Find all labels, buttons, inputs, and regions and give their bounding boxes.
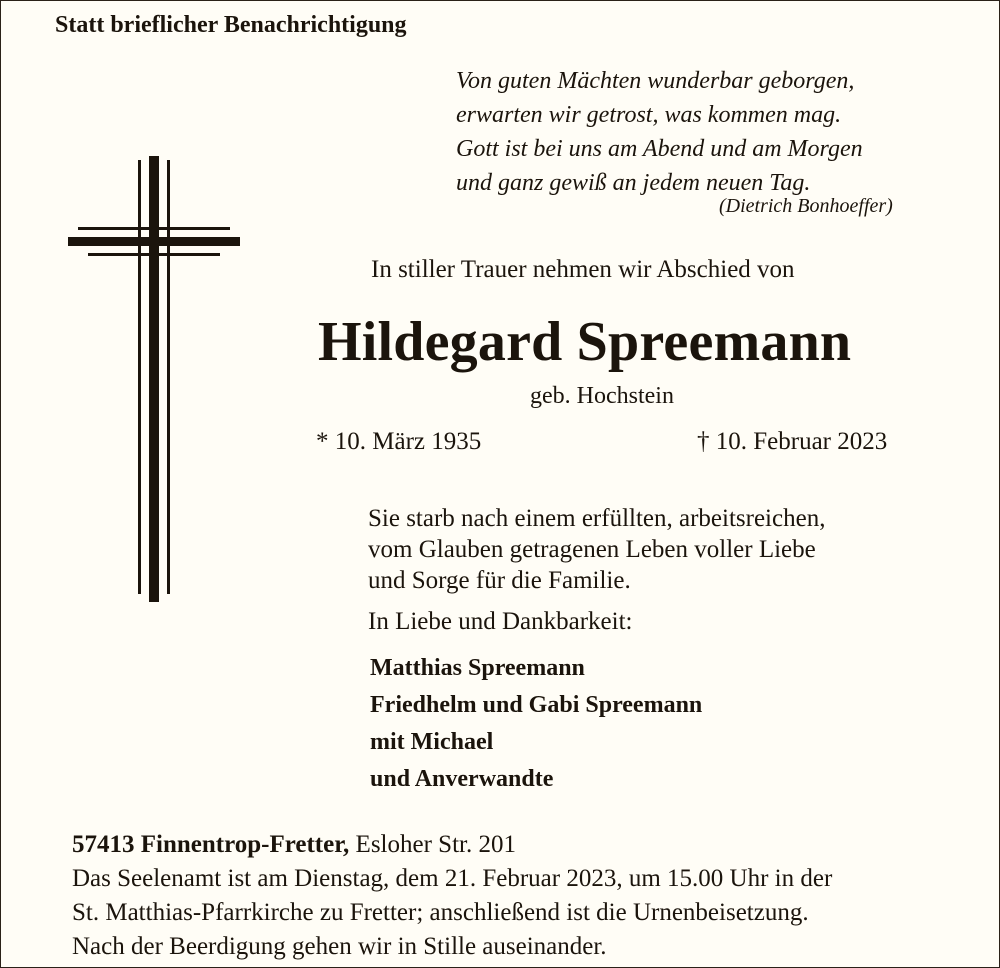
bio-line: vom Glauben getragenen Leben voller Liebe: [368, 536, 816, 563]
mourners-list: [370, 650, 702, 798]
mourner-name: Friedhelm und Gabi Spreemann: [370, 692, 703, 718]
funeral-details: [72, 828, 832, 964]
thanks-text: In Liebe und Dankbarkeit:: [368, 608, 633, 635]
poem: [456, 64, 893, 217]
address-street: Esloher Str. 201: [355, 831, 516, 858]
address-place: 57413 Finnentrop-Fretter,: [72, 831, 350, 858]
maiden-name: geb. Hochstein: [530, 383, 674, 409]
death-date: † 10. Februar 2023: [697, 428, 888, 455]
details-line: Nach der Beerdigung gehen wir in Stille auseinander.: [72, 933, 607, 960]
address-line: [72, 828, 832, 862]
mourner-name: mit Michael: [370, 729, 494, 755]
deceased-name: Hildegard Spreemann: [318, 311, 852, 373]
poem-line: Von guten Mächten wunderbar geborgen,: [456, 68, 855, 94]
poem-line: und ganz gewiß an jedem neuen Tag.: [456, 170, 811, 196]
poem-line: erwarten wir getrost, was kommen mag.: [456, 102, 842, 128]
bio-line: und Sorge für die Familie.: [368, 567, 631, 594]
birth-date: * 10. März 1935: [316, 428, 482, 455]
latin-cross-icon: [66, 156, 242, 602]
notice-header: Statt brieflicher Benachrichtigung: [55, 12, 407, 38]
intro-text: In stiller Trauer nehmen wir Abschied von: [371, 256, 795, 283]
details-line: Das Seelenamt ist am Dienstag, dem 21. Februar 2023, um 15.00 Uhr in der: [72, 865, 833, 892]
poem-author: (Dietrich Bonhoeffer): [719, 195, 893, 217]
mourner-name: Matthias Spreemann: [370, 655, 585, 681]
poem-line: Gott ist bei uns am Abend und am Morgen: [456, 136, 863, 162]
details-line: St. Matthias-Pfarrkirche zu Fretter; anschließend ist die Urnenbeisetzung.: [72, 899, 809, 926]
biography: [368, 503, 825, 596]
mourner-name: und Anverwandte: [370, 766, 554, 792]
bio-line: Sie starb nach einem erfüllten, arbeitsreichen,: [368, 505, 826, 532]
